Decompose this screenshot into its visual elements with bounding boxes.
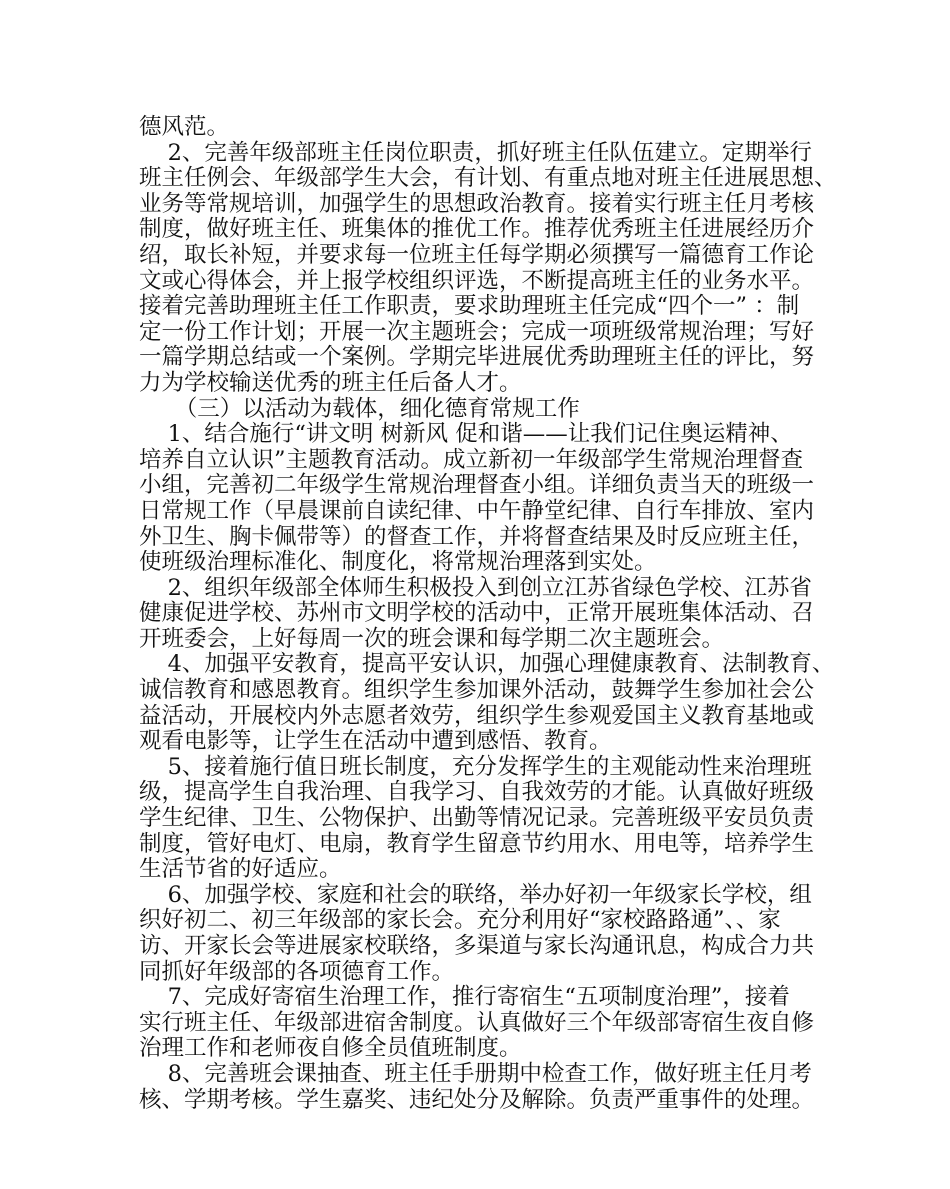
text-line: 制度，做好班主任、班集体的推优工作。推荐优秀班主任进展经历介 bbox=[139, 216, 815, 243]
text-line: 班主任例会、年级部学生大会，有计划、有重点地对班主任进展思想、 bbox=[139, 165, 837, 192]
text-line: 健康促进学校、苏州市文明学校的活动中，正常开展班集体活动、召 bbox=[139, 600, 815, 627]
text-line: 一篇学期总结或一个案例。学期完毕进展优秀助理班主任的评比，努 bbox=[139, 344, 815, 371]
text-line: 绍，取长补短，并要求每一位班主任每学期必须撰写一篇德育工作论 bbox=[139, 241, 815, 268]
text-line: 德风范。 bbox=[139, 114, 230, 140]
text-line: 4、加强平安教育，提高平安认识，加强心理健康教育、法制教育、 bbox=[139, 651, 835, 678]
text-line: 6、加强学校、家庭和社会的联络，举办好初一年级家长学校，组 bbox=[139, 881, 812, 908]
text-line: 访、开家长会等进展家校联络，多渠道与家长沟通讯息，构成合力共 bbox=[139, 933, 815, 959]
text-line: 文或心得体会，并上报学校组织评选，不断提高班主任的业务水平。 bbox=[139, 267, 815, 294]
text-line: 开班委会，上好每周一次的班会课和每学期二次主题班会。 bbox=[139, 625, 725, 652]
text-line: 级，提高学生自我治理、自我学习、自我效劳的才能。认真做好班级 bbox=[139, 779, 815, 806]
text-line: 接着完善助理班主任工作职责，要求助理班主任完成“四个一” ：制 bbox=[139, 293, 800, 320]
text-line: 5、接着施行值日班长制度，充分发挥学生的主观能动性来治理班 bbox=[139, 753, 812, 780]
text-line: 业务等常规培训，加强学生的思想政治教育。接着实行班主任月考核 bbox=[139, 190, 815, 217]
text-line: 力为学校输送优秀的班主任后备人才。 bbox=[139, 369, 522, 396]
text-line: 观看电影等，让学生在活动中遭到感悟、教育。 bbox=[139, 728, 612, 755]
body-text bbox=[139, 114, 837, 1113]
text-line: 织好初二、初三年级部的家长会。充分利用好“家校路路通”、、家 bbox=[139, 907, 781, 934]
text-line: 2、组织年级部全体师生积极投入到创立江苏省绿色学校、江苏省 bbox=[139, 574, 812, 601]
text-line: 1、结合施行“讲文明 树新风 促和谐——让我们记住奥运精神、 bbox=[139, 421, 793, 448]
text-line: 益活动，开展校内外志愿者效劳，组织学生参观爱国主义教育基地或 bbox=[139, 702, 815, 729]
text-line: 2、完善年级部班主任岗位职责，抓好班主任队伍建立。定期举行 bbox=[139, 139, 812, 166]
text-line: 治理工作和老师夜自修全员值班制度。 bbox=[139, 1035, 522, 1062]
section-heading: （三）以活动为载体，细化德育常规工作 bbox=[139, 395, 580, 422]
text-line: 日常规工作（早晨课前自读纪律、中午静堂纪律、自行车排放、室内 bbox=[139, 497, 815, 524]
text-line: 定一份工作计划；开展一次主题班会；完成一项班级常规治理；写好 bbox=[139, 318, 815, 345]
text-line: 学生纪律、卫生、公物保护、出勤等情况记录。完善班级平安员负责 bbox=[139, 805, 815, 832]
text-line: 使班级治理标准化、制度化，将常规治理落到实处。 bbox=[139, 549, 657, 576]
text-line: 外卫生、胸卡佩带等）的督查工作，并将督查结果及时反应班主任， bbox=[139, 523, 815, 550]
text-line: 小组，完善初二年级学生常规治理督查小组。详细负责当天的班级一 bbox=[139, 472, 815, 499]
text-line: 生活节省的好适应。 bbox=[139, 856, 342, 883]
text-line: 实行班主任、年级部进宿舍制度。认真做好三个年级部寄宿生夜自修 bbox=[139, 1009, 815, 1036]
text-line: 8、完善班会课抽查、班主任手册期中检查工作，做好班主任月考 bbox=[139, 1060, 812, 1087]
text-line: 培养自立认识”主题教育活动。成立新初一年级部学生常规治理督查 bbox=[139, 446, 804, 473]
text-line: 7、完成好寄宿生治理工作，推行寄宿生“五项制度治理”，接着 bbox=[139, 984, 790, 1011]
text-line: 诚信教育和感恩教育。组织学生参加课外活动，鼓舞学生参加社会公 bbox=[139, 677, 815, 704]
text-line: 核、学期考核。学生嘉奖、违纪处分及解除。负责严重事件的处理。 bbox=[139, 1086, 815, 1113]
text-line: 制度，管好电灯、电扇，教育学生留意节约用水、用电等，培养学生 bbox=[139, 830, 815, 857]
text-line: 同抓好年级部的各项德育工作。 bbox=[139, 958, 455, 985]
